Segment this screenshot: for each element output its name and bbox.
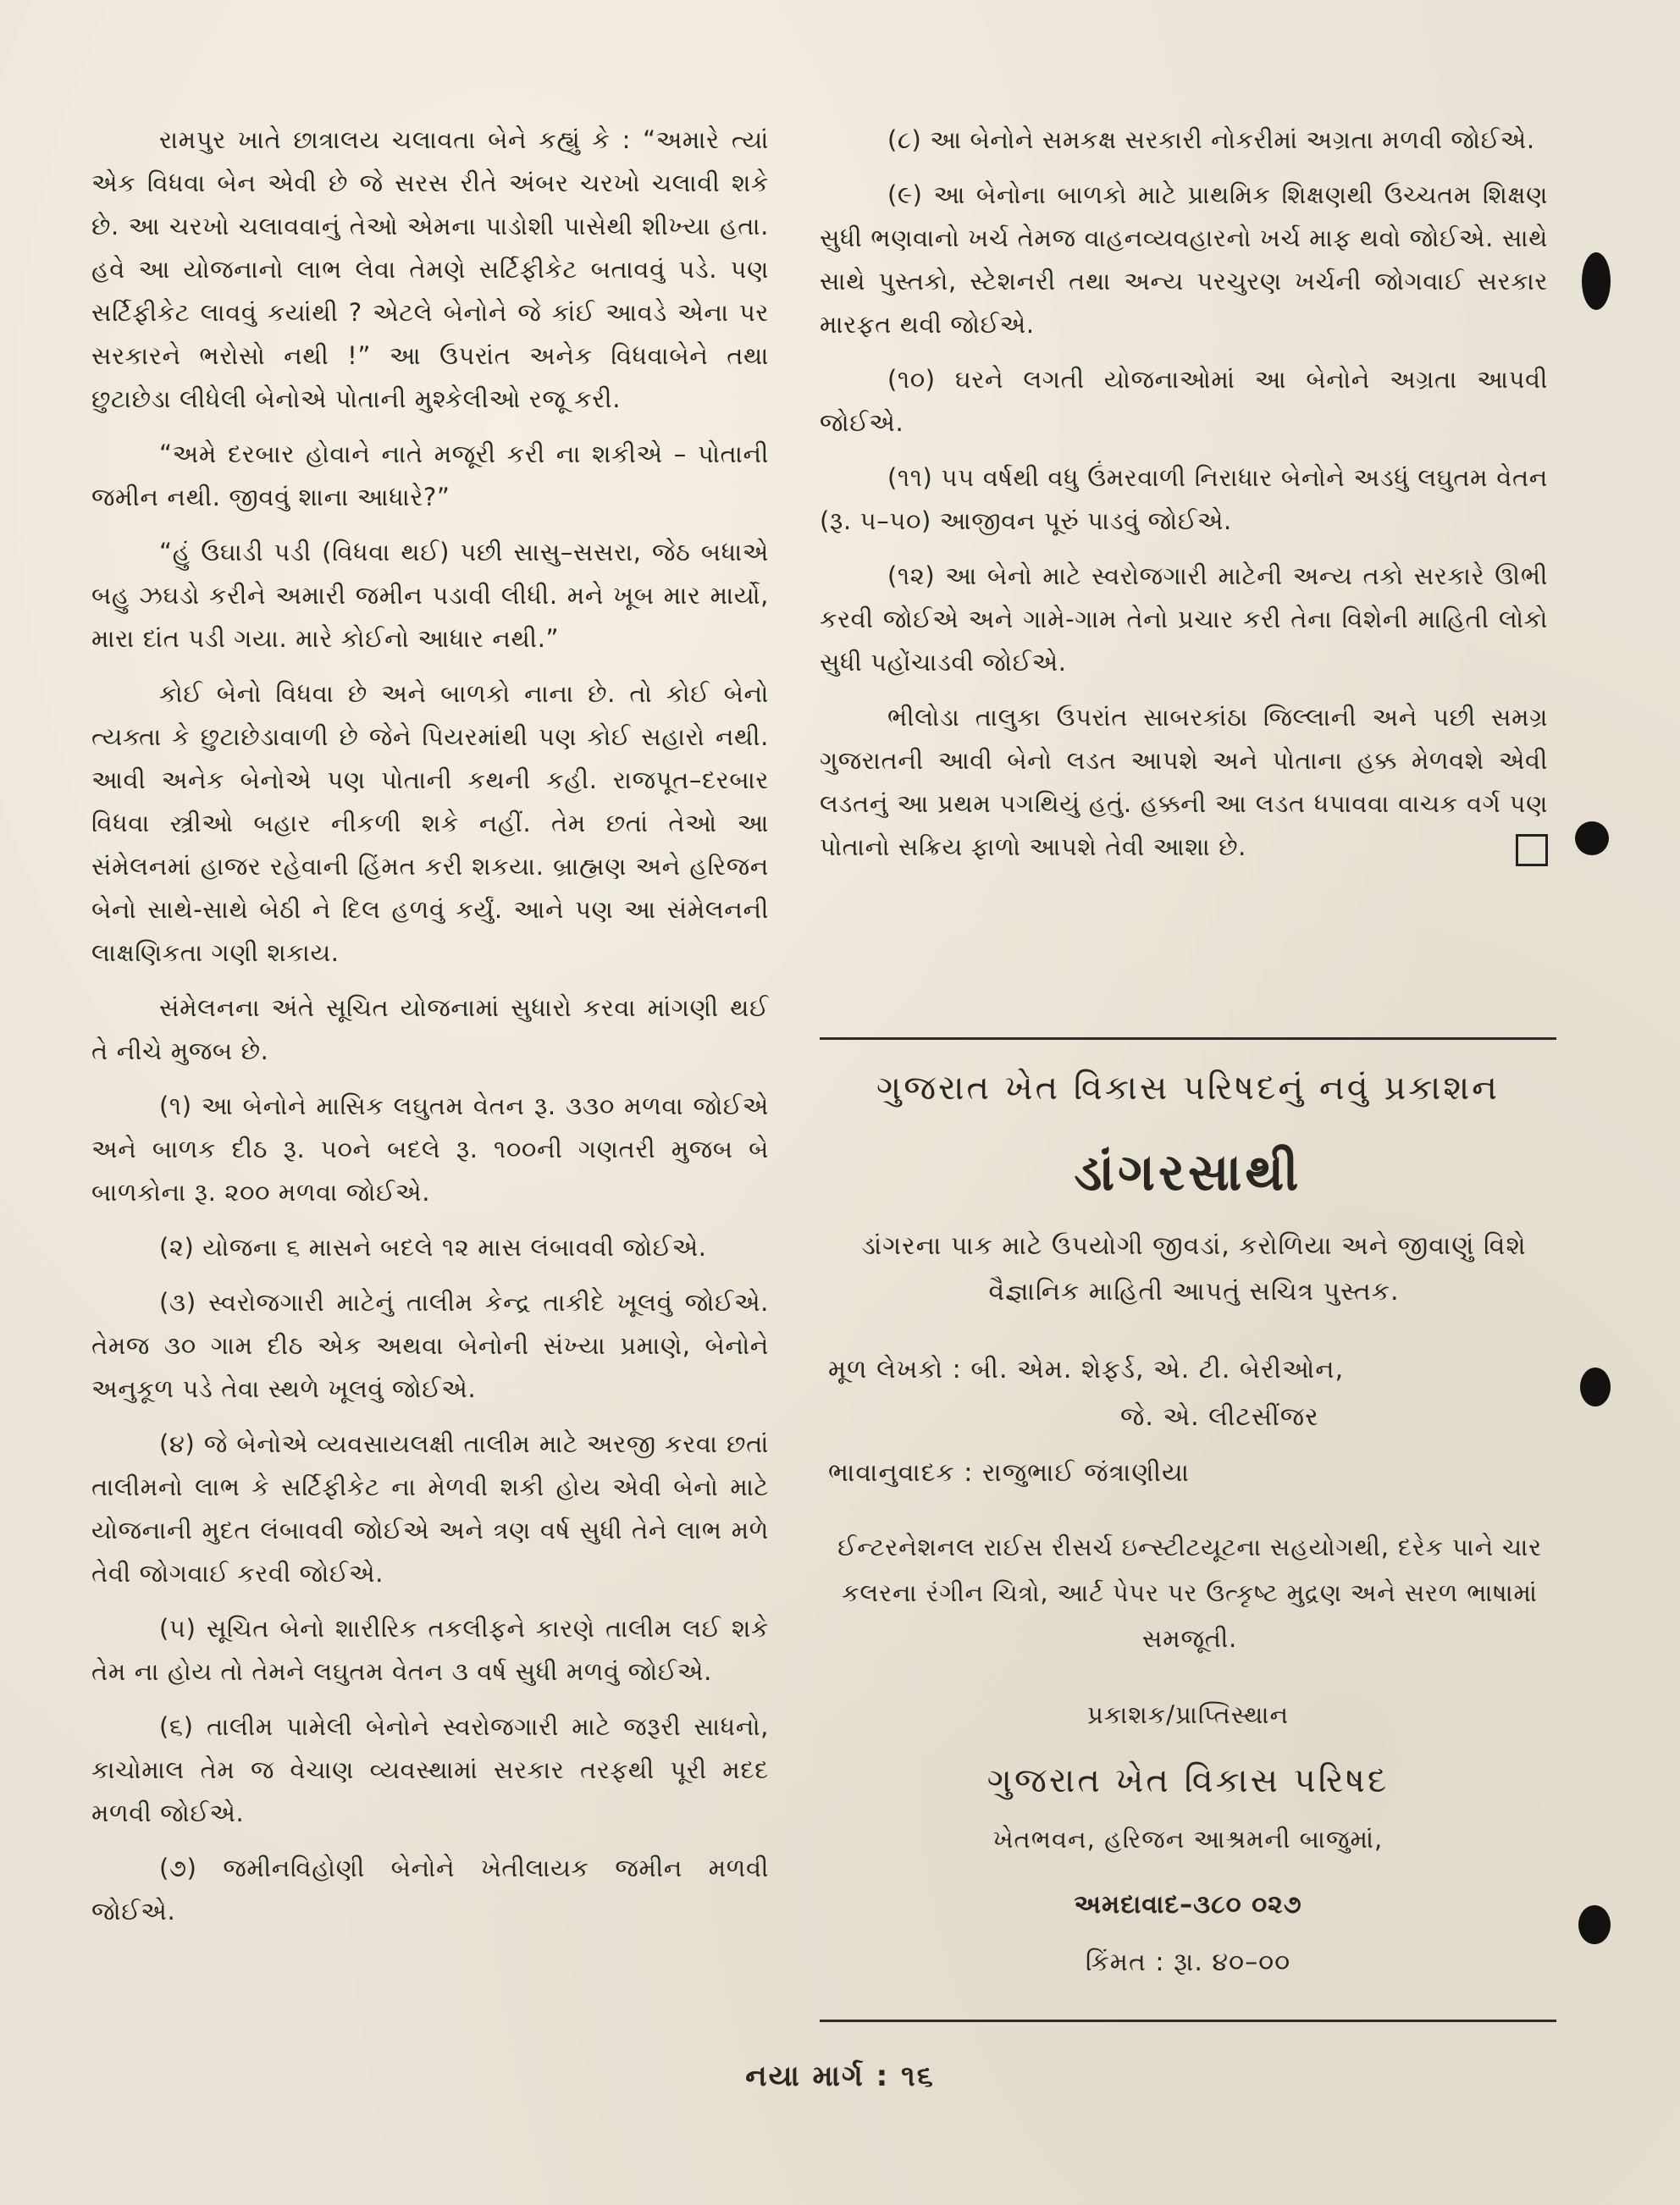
body-paragraph: “હું ઉઘાડી પડી (વિધવા થઈ) પછી સાસુ–સસરા, જેઠ બધાએ બહુ ઝઘડો કરીને અમારી જમીન પડાવી લીધી. મને ખૂબ માર માર્યો, મારા દાંત પડી ગયા. મારે કોઈનો આધાર નથી.” [91, 538, 769, 653]
authors-line: જે. એ. લીટસીંજર [1120, 1402, 1319, 1432]
book-authors [828, 1346, 1548, 1441]
demand-item: (૯) આ બેનોના બાળકો માટે પ્રાથમિક શિક્ષણથી ઉચ્ચતમ શિક્ષણ સુધી ભણવાનો ખર્ચ તેમજ વાહનવ્યવહારનો ખર્ચ માફ થવો જોઈએ. સાથે સાથે પુસ્તકો, સ્ટેશનરી તથા અન્ય પરચુરણ ખર્ચની જોગવાઈ સરકાર મારફત થવી જોઈએ. [820, 180, 1548, 339]
left-column [91, 119, 769, 1945]
advert-top-rule [820, 1037, 1556, 1040]
publisher-label: પ્રકાશક/પ્રાપ્તિસ્થાન [1086, 1700, 1290, 1729]
demand-item: (૫) સૂચિત બેનો શારીરિક તકલીફને કારણે તાલીમ લઈ શકે તેમ ના હોય તો તેમને લઘુતમ વેતન ૩ વર્ષ સુધી મળવું જોઈએ. [91, 1614, 769, 1686]
authors-line: મૂળ લેખકો : બી. એમ. શેફર્ડ, એ. ટી. બેરીઓન, [828, 1355, 1345, 1384]
body-paragraph: કોઈ બેનો વિધવા છે અને બાળકો નાના છે. તો કોઈ બેનો ત્યક્તા કે છુટાછેડાવાળી છે જેને પિયરમાંથી પણ કોઈ સહારો નથી. આવી અનેક બેનોએ પણ પોતાની કથની કહી. રાજપૂત–દરબાર વિધવા સ્ત્રીઓ બહાર નીકળી શકે નહીં. તેમ છતાં તેઓ આ સંમેલનમાં હાજર રહેવાની હિંમત કરી શકયા. બ્રાહ્મણ અને હરિજન બેનો સાથે-સાથે બેઠી ને દિલ હળવું કર્યું. આને પણ આ સંમેલનની લાક્ષણિકતા ગણી શકાય. [91, 679, 769, 967]
demand-item: (૧૧) ૫૫ વર્ષથી વધુ ઉંમરવાળી નિરાધાર બેનોને અડધું લઘુતમ વેતન (રૂ. ૫–૫૦) આજીવન પૂરું પાડવું જોઈએ. [820, 463, 1548, 535]
body-paragraph: રામપુર ખાતે છાત્રાલય ચલાવતા બેને કહ્યું કે : “અમારે ત્યાં એક વિધવા બેન એવી છે જે સરસ રીતે અંબર ચરખો ચલાવી શકે છે. આ ચરખો ચલાવવાનું તેઓ એમના પાડોશી પાસેથી શીખ્યા હતા. હવે આ યોજનાનો લાભ લેવા તેમણે સર્ટિફીકેટ બતાવવું પડે. પણ સર્ટિફીકેટ લાવવું કયાંથી ? એટલે બેનોને જે કાંઈ આવડે એના પર સરકારને ભરોસો નથી !” આ ઉપરાંત અનેક વિધવાબેને તથા છુટાછેડા લીધેલી બેનોએ પોતાની મુશ્કેલીઓ રજૂ કરી. [91, 125, 769, 413]
publisher-name: ગુજરાત ખેત વિકાસ પરિષદ [986, 1761, 1390, 1800]
page-footer: નયા માર્ગ : ૧૬ [745, 2059, 935, 2093]
book-translator: ભાવાનુવાદક : રાજુભાઈ જંત્રાણીયા [828, 1458, 1191, 1488]
demand-item: (૮) આ બેનોને સમકક્ષ સરકારી નોકરીમાં અગ્રતા મળવી જોઈએ. [887, 125, 1535, 154]
demand-item: (૭) જમીનવિહોણી બેનોને ખેતીલાયક જમીન મળવી જોઈએ. [91, 1854, 769, 1926]
advert-heading: ગુજરાત ખેત વિકાસ પરિષદનું નવું પ્રકાશન [876, 1069, 1500, 1108]
punch-hole-icon [1580, 1368, 1611, 1406]
book-description: ડાંગરના પાક માટે ઉપયોગી જીવડાં, કરોળિયા અને જીવાણું વિશે વૈજ્ઞાનિક માહિતી આપતું સચિત્ર પુસ્તક. [861, 1231, 1527, 1307]
demand-item: (૬) તાલીમ પામેલી બેનોને સ્વરોજગારી માટે જરૂરી સાધનો, કાચોમાલ તેમ જ વેચાણ વ્યવસ્થામાં સરકાર તરફથી પૂરી મદદ મળવી જોઈએ. [91, 1712, 769, 1827]
body-paragraph: સંમેલનના અંતે સૂચિત યોજનામાં સુધારો કરવા માંગણી થઈ તે નીચે મુજબ છે. [91, 993, 769, 1065]
demand-item: (૧૨) આ બેનો માટે સ્વરોજગારી માટેની અન્ય તકો સરકારે ઊભી કરવી જોઈએ અને ગામે-ગામ તેનો પ્રચાર કરી તેના વિશેની માહિતી લોકો સુધી પહોંચાડવી જોઈએ. [820, 561, 1548, 677]
demand-item: (૩) સ્વરોજગારી માટેનું તાલીમ કેન્દ્ર તાકીદે ખૂલવું જોઈએ. તેમજ ૩૦ ગામ દીઠ એક અથવા બેનોની સંખ્યા પ્રમાણે, બેનોને અનુકૂળ પડે તેવા સ્થળે ખૂલવું જોઈએ. [91, 1288, 769, 1403]
punch-hole-icon [1578, 1905, 1611, 1944]
end-mark-icon [1516, 834, 1548, 866]
demand-item: (૨) યોજના ૬ માસને બદલે ૧૨ માસ લંબાવવી જોઈએ. [159, 1233, 707, 1262]
book-price: કિંમત : રૂા. ૪૦–૦૦ [1085, 1948, 1291, 1977]
punch-hole-icon [1582, 252, 1611, 310]
publisher-city: અમદાવાદ–૩૮૦ ૦૨૭ [1074, 1890, 1302, 1920]
right-column [820, 119, 1548, 881]
book-title: ડાંગરસાથી [1074, 1143, 1302, 1202]
demand-item: (૧૦) ઘરને લગતી યોજનાઓમાં આ બેનોને અગ્રતા આપવી જોઈએ. [820, 365, 1548, 437]
demand-item: (૪) જે બેનોએ વ્યવસાયલક્ષી તાલીમ માટે અરજી કરવા છતાં તાલીમનો લાભ કે સર્ટિફીકેટ ના મેળવી શકી હોય એવી બેનો માટે યોજનાની મુદત લંબાવવી જોઈએ અને ત્રણ વર્ષ સુધી તેને લાભ મળે તેવી જોગવાઈ કરવી જોઈએ. [91, 1429, 769, 1588]
demand-item: (૧) આ બેનોને માસિક લઘુતમ વેતન રૂ. ૩૩૦ મળવા જોઈએ અને બાળક દીઠ રૂ. ૫૦ને બદલે રૂ. ૧૦૦ની ગણતરી મુજબ બે બાળકોના રૂ. ૨૦૦ મળવા જોઈએ. [91, 1091, 769, 1207]
advert-bottom-rule [820, 2020, 1556, 2022]
closing-text: ભીલોડા તાલુકા ઉપરાંત સાબરકાંઠા જિલ્લાની અને પછી સમગ્ર ગુજરાતની આવી બેનો લડત આપશે અને પોતાના હક્ક મેળવશે એવી લડતનું આ પ્રથમ પગથિયું હતું. હક્કની આ લડત ધપાવવા વાચક વર્ગ પણ પોતાનો સક્રિય ફાળો આપશે તેવી આશા છે. [820, 703, 1548, 861]
punch-hole-icon [1575, 821, 1609, 855]
book-features: ઈન્ટરનેશનલ રાઈસ રીસર્ચ ઇન્સ્ટીટયૂટના સહયોગથી, દરેક પાને ચાર કલરના રંગીન ચિત્રો, આર્ટ પેપર પર ઉત્કૃષ્ટ મુદ્રણ અને સરળ ભાષામાં સમજૂતી. [837, 1533, 1542, 1653]
publisher-address: ખેતભવન, હરિજન આશ્રમની બાજુમાં, [992, 1825, 1384, 1854]
closing-paragraph [820, 696, 1548, 869]
body-paragraph: “અમે દરબાર હોવાને નાતે મજૂરી કરી ના શકીએ – પોતાની જમીન નથી. જીવવું શાના આધારે?” [91, 439, 769, 511]
